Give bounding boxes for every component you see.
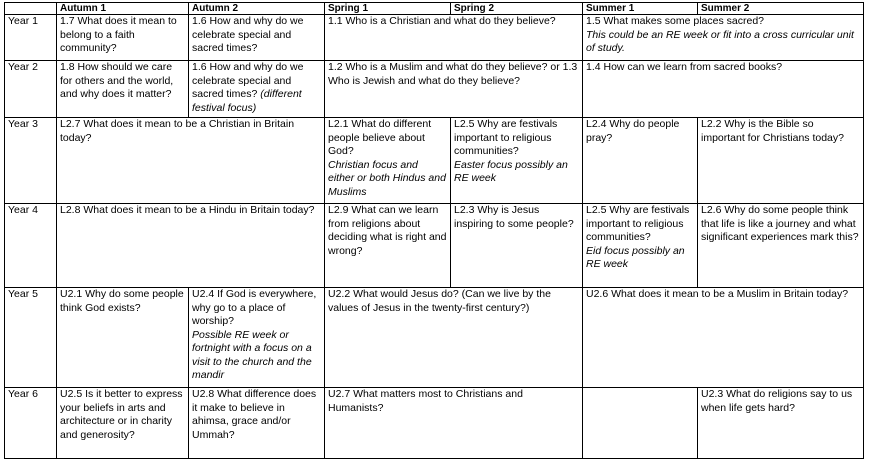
y4-summer-2: L2.6 Why do some people think that life is like a journey and what significant experiences mark this? [698,204,864,288]
year-label: Year 6 [5,388,57,459]
year-label: Year 4 [5,204,57,288]
y5-autumn-2-title: U2.4 If God is everywhere, why go to a place of worship? [192,288,317,327]
year-label: Year 1 [5,15,57,61]
y3-spring-2 [451,118,583,204]
y2-autumn-2-note: (different festival focus) [192,88,302,114]
row-year-2 [5,61,864,118]
header-spring-2: Spring 2 [451,3,583,15]
y5-summer: U2.6 What does it mean to be a Muslim in Britain today? [583,288,864,388]
y6-autumn-1: U2.5 Is it better to express your beliefs in arts and architecture or in charity and generosity? [57,388,189,459]
row-year-3 [5,118,864,204]
y1-autumn-2: 1.6 How and why do we celebrate special and sacred times? [189,15,325,61]
y2-autumn-1: 1.8 How should we care for others and the world, and why does it matter? [57,61,189,118]
header-spring-1: Spring 1 [325,3,451,15]
y4-summer-1-title: L2.5 Why are festivals important to religious communities? [586,204,690,243]
row-year-6 [5,388,864,459]
y5-autumn-1: U2.1 Why do some people think God exists? [57,288,189,388]
y5-spring: U2.2 What would Jesus do? (Can we live by the values of Jesus in the twenty-first century?) [325,288,583,388]
header-summer-2: Summer 2 [698,3,864,15]
header-row [5,3,864,15]
y6-summer-2: U2.3 What do religions say to us when life gets hard? [698,388,864,459]
year-label: Year 5 [5,288,57,388]
y5-autumn-2-note: Possible RE week or fortnight with a focus on a visit to the church and the mandir [192,328,312,381]
y4-spring-2: L2.3 Why is Jesus inspiring to some people? [451,204,583,288]
y4-summer-1-note: Eid focus possibly an RE week [586,244,685,270]
y3-spring-2-note: Easter focus possibly an RE week [454,158,568,184]
row-year-5 [5,288,864,388]
y6-autumn-2: U2.8 What difference does it make to believe in ahimsa, grace and/or Ummah? [189,388,325,459]
y3-spring-1-note: Christian focus and either or both Hindus and Muslims [328,158,446,198]
curriculum-table [4,2,864,459]
year-label: Year 2 [5,61,57,118]
y2-autumn-2 [189,61,325,118]
y3-summer-1: L2.4 Why do people pray? [583,118,698,204]
y2-autumn-2-title: 1.6 How and why do we celebrate special and sacred times? [192,61,304,100]
y5-autumn-2 [189,288,325,388]
y1-summer-note: This could be an RE week or fit into a cross curricular unit of study. [586,28,854,54]
year-label: Year 3 [5,118,57,204]
y2-summer: 1.4 How can we learn from sacred books? [583,61,864,118]
header-summer-1: Summer 1 [583,3,698,15]
y1-spring: 1.1 Who is a Christian and what do they believe? [325,15,583,61]
y6-spring: U2.7 What matters most to Christians and Humanists? [325,388,583,459]
row-year-4 [5,204,864,288]
header-autumn-1: Autumn 1 [57,3,189,15]
y3-autumn: L2.7 What does it mean to be a Christian in Britain today? [57,118,325,204]
row-year-1 [5,15,864,61]
y4-summer-1 [583,204,698,288]
corner-cell [5,3,57,15]
header-autumn-2: Autumn 2 [189,3,325,15]
y4-spring-1: L2.9 What can we learn from religions about deciding what is right and wrong? [325,204,451,288]
y3-spring-1-title: L2.1 What do different people believe about God? [328,118,432,157]
y1-summer [583,15,864,61]
y4-autumn: L2.8 What does it mean to be a Hindu in Britain today? [57,204,325,288]
y6-summer-1 [583,388,698,459]
y2-spring: 1.2 Who is a Muslim and what do they believe? or 1.3 Who is Jewish and what do they believe? [325,61,583,118]
y1-summer-title: 1.5 What makes some places sacred? [586,15,764,27]
y3-spring-1 [325,118,451,204]
y3-spring-2-title: L2.5 Why are festivals important to religious communities? [454,118,558,157]
y1-autumn-1: 1.7 What does it mean to belong to a faith community? [57,15,189,61]
y3-summer-2: L2.2 Why is the Bible so important for Christians today? [698,118,864,204]
